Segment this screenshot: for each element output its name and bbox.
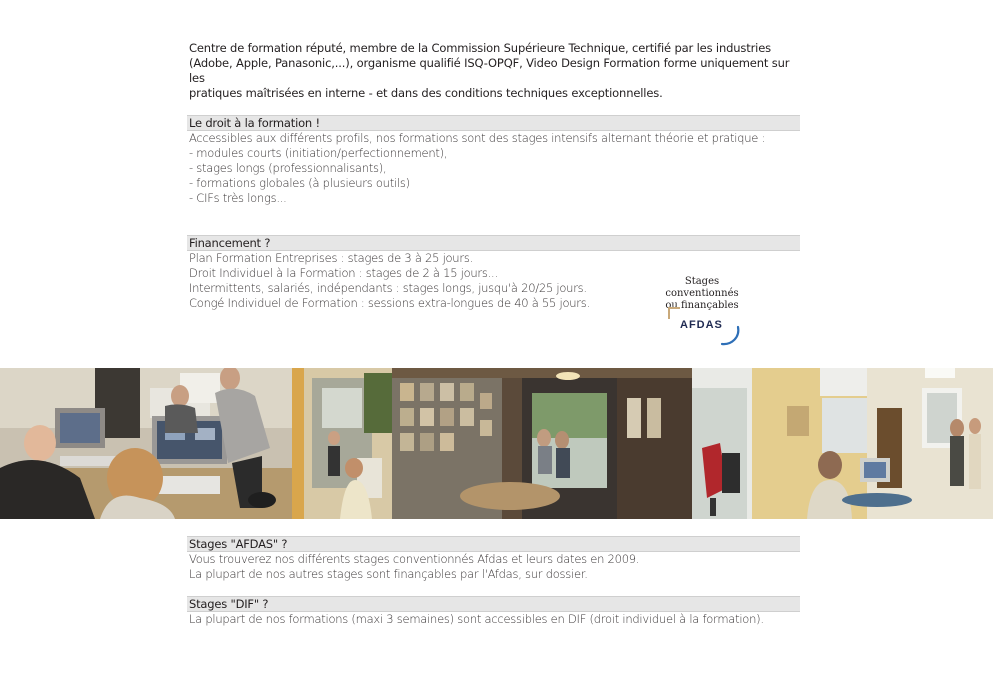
photo-hall	[392, 368, 692, 519]
body-line: - CIFs très longs...	[189, 191, 287, 205]
afdas-caption-line: ou finançables	[665, 300, 739, 311]
body-line: - modules courts (initiation/perfectionnement),	[189, 146, 448, 160]
section-title: Financement ?	[187, 235, 800, 251]
body-line: Accessibles aux différents profils, nos formations sont des stages intensifs alternant théorie et pratique :	[189, 131, 766, 145]
body-line: - stages longs (professionnalisants),	[189, 161, 387, 175]
body-line: - formations globales (à plusieurs outils)	[189, 176, 410, 190]
body-line: La plupart de nos formations (maxi 3 semaines) sont accessibles en DIF (droit individuel à la formation).	[189, 612, 764, 626]
afdas-swoosh-icon	[718, 325, 742, 347]
intro-line: pratiques maîtrisées en interne - et dans des conditions techniques exceptionnelles.	[189, 86, 663, 100]
body-line: Plan Formation Entreprises : stages de 3 à 25 jours.	[189, 251, 473, 265]
section-title: Le droit à la formation !	[187, 115, 800, 131]
afdas-corner-mark	[668, 307, 680, 319]
photo-editing-room	[0, 368, 292, 519]
body-line: Congé Individuel de Formation : sessions extra-longues de 40 à 55 jours.	[189, 296, 590, 310]
body-line: Intermittents, salariés, indépendants : stages longs, jusqu'à 20/25 jours.	[189, 281, 587, 295]
photo-workstations	[692, 368, 993, 519]
intro-line: (Adobe, Apple, Panasonic,...), organisme qualifié ISQ-OPQF, Video Design Formation forme uniquement sur les	[189, 56, 790, 85]
section-body	[187, 612, 800, 627]
photo-corridor	[292, 368, 392, 519]
body-line: Vous trouverez nos différents stages conventionnés Afdas et leurs dates en 2009.	[189, 552, 640, 566]
photo-banner	[0, 368, 993, 519]
intro-paragraph	[189, 41, 804, 101]
section-body	[187, 131, 800, 206]
afdas-caption-line: Stages conventionnés	[665, 276, 739, 299]
body-line: La plupart de nos autres stages sont finançables par l'Afdas, sur dossier.	[189, 567, 588, 581]
section-stages-afdas	[187, 536, 800, 582]
section-title: Stages "DIF" ?	[187, 596, 800, 612]
body-line: Droit Individuel à la Formation : stages de 2 à 15 jours...	[189, 266, 498, 280]
afdas-logo-text: AFDAS	[680, 319, 723, 331]
intro-line: Centre de formation réputé, membre de la Commission Supérieure Technique, certifié par les industries	[189, 41, 771, 55]
section-title: Stages "AFDAS" ?	[187, 536, 800, 552]
section-body	[187, 552, 800, 582]
section-stages-dif	[187, 596, 800, 627]
section-droit-formation	[187, 115, 800, 206]
afdas-logo[interactable]	[668, 307, 744, 349]
